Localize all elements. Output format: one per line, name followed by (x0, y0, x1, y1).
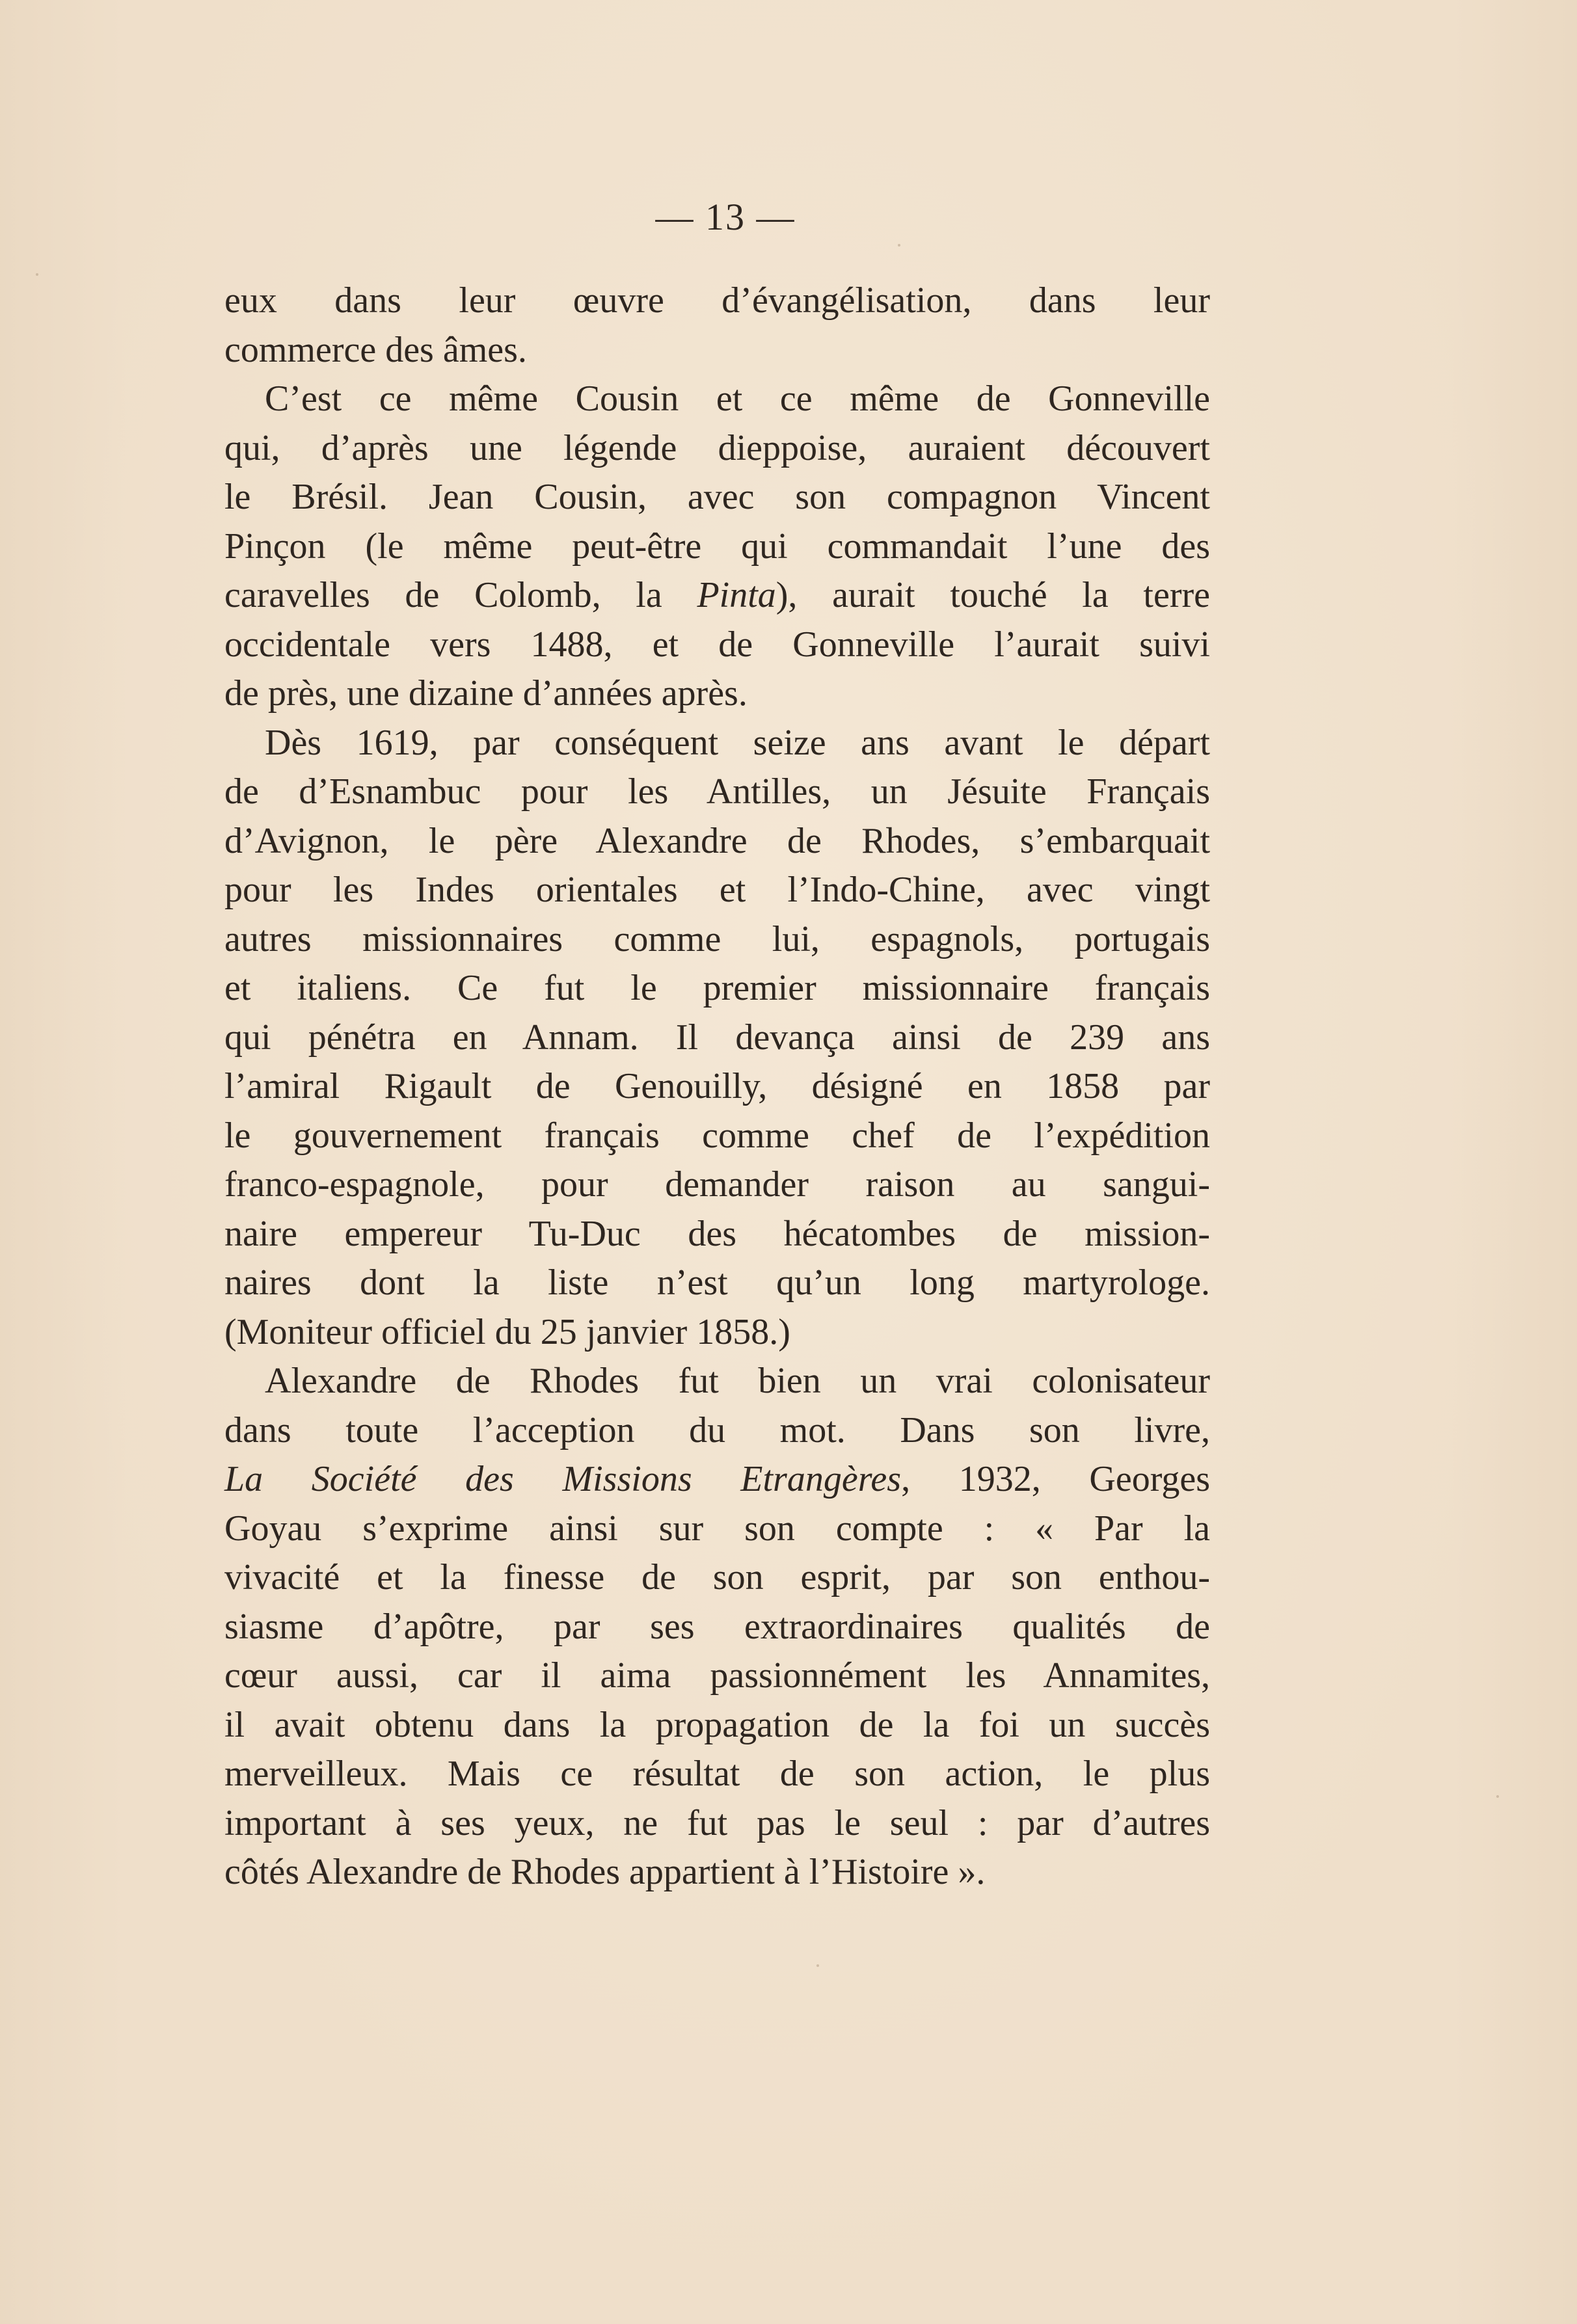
text-segment: Pinçon (le même peut-être qui commandait l’une des (224, 526, 1210, 567)
text-segment: important à ses yeux, ne fut pas le seul : par d’autres (224, 1802, 1210, 1843)
text-line (224, 1062, 1210, 1112)
text-line (224, 571, 1210, 621)
text-line (224, 1848, 1210, 1897)
body-text (224, 276, 1210, 1897)
text-line (224, 1651, 1210, 1701)
page-number: — 13 — (655, 196, 796, 238)
text-line (224, 375, 1210, 424)
text-line (224, 326, 1210, 375)
text-segment: de d’Esnambuc pour les Antilles, un Jésuite Français (224, 771, 1210, 812)
italic-text-segment: La Société des Missions Etrangères (224, 1459, 902, 1499)
text-segment: (Moniteur officiel du 25 janvier 1858.) (224, 1311, 790, 1352)
text-line (224, 621, 1210, 670)
paper-speck (36, 273, 38, 276)
text-line (224, 1210, 1210, 1259)
text-segment: il avait obtenu dans la propagation de la foi un succès (224, 1704, 1210, 1745)
text-line (224, 1553, 1210, 1603)
text-line (224, 669, 1210, 719)
text-segment: occidentale vers 1488, et de Gonneville l’aurait suivi (224, 624, 1210, 665)
text-line (224, 473, 1210, 522)
text-segment: le Brésil. Jean Cousin, avec son compagnon Vincent (224, 477, 1210, 517)
text-line (224, 1357, 1210, 1406)
text-segment: l’amiral Rigault de Genouilly, désigné en 1858 par (224, 1066, 1210, 1106)
text-line (224, 1160, 1210, 1210)
paper-speck (898, 244, 900, 247)
text-segment: , 1932, Georges (901, 1459, 1210, 1499)
text-segment: Alexandre de Rhodes fut bien un vrai colonisateur (265, 1361, 1210, 1401)
text-line (224, 522, 1210, 572)
italic-text-segment: Pinta (697, 575, 776, 615)
text-segment: et italiens. Ce fut le premier missionnaire français (224, 968, 1210, 1008)
text-segment: le gouvernement français comme chef de l’expédition (224, 1115, 1210, 1156)
text-segment: merveilleux. Mais ce résultat de son action, le plus (224, 1754, 1210, 1794)
paper-speck (816, 1964, 819, 1967)
text-line (224, 1504, 1210, 1554)
text-segment: cœur aussi, car il aima passionnément les Annamites, (224, 1655, 1210, 1696)
text-segment: C’est ce même Cousin et ce même de Gonneville (265, 379, 1210, 419)
text-line (224, 1406, 1210, 1456)
text-line (224, 276, 1210, 326)
text-segment: Dès 1619, par conséquent seize ans avant le départ (265, 722, 1210, 763)
text-segment: qui, d’après une légende dieppoise, auraient découvert (224, 427, 1210, 468)
text-segment: côtés Alexandre de Rhodes appartient à l’Histoire ». (224, 1852, 986, 1892)
text-line (224, 1112, 1210, 1161)
text-line (224, 424, 1210, 474)
text-line (224, 817, 1210, 866)
text-line (224, 866, 1210, 915)
text-line (224, 964, 1210, 1013)
text-segment: ), aurait touché la terre (775, 575, 1210, 615)
text-line (224, 1013, 1210, 1063)
paper-speck (1496, 1795, 1499, 1798)
text-segment: vivacité et la finesse de son esprit, par son enthou- (224, 1557, 1210, 1597)
text-segment: caravelles de Colomb, la (224, 575, 697, 615)
text-segment: autres missionnaires comme lui, espagnols, portugais (224, 918, 1210, 959)
text-segment: commerce des âmes. (224, 329, 527, 370)
text-line (224, 915, 1210, 965)
text-line (224, 1455, 1210, 1504)
text-segment: eux dans leur œuvre d’évangélisation, dans leur (224, 280, 1210, 321)
text-segment: siasme d’apôtre, par ses extraordinaires qualités de (224, 1606, 1210, 1647)
text-segment: Goyau s’exprime ainsi sur son compte : « Par la (224, 1508, 1210, 1549)
text-segment: de près, une dizaine d’années après. (224, 673, 748, 714)
text-line (224, 768, 1210, 817)
text-segment: qui pénétra en Annam. Il devança ainsi de 239 ans (224, 1017, 1210, 1058)
text-line (224, 1799, 1210, 1849)
text-segment: franco-espagnole, pour demander raison au sangui- (224, 1164, 1210, 1205)
text-line (224, 1259, 1210, 1308)
text-line (224, 1603, 1210, 1652)
text-line (224, 1750, 1210, 1799)
text-line (224, 719, 1210, 768)
text-segment: naire empereur Tu-Duc des hécatombes de mission- (224, 1213, 1210, 1254)
text-line (224, 1701, 1210, 1750)
text-segment: d’Avignon, le père Alexandre de Rhodes, s’embarquait (224, 820, 1210, 861)
text-segment: pour les Indes orientales et l’Indo-Chine, avec vingt (224, 870, 1210, 910)
text-line (224, 1308, 1210, 1357)
text-segment: dans toute l’acception du mot. Dans son livre, (224, 1409, 1210, 1450)
text-segment: naires dont la liste n’est qu’un long martyrologe. (224, 1262, 1210, 1303)
